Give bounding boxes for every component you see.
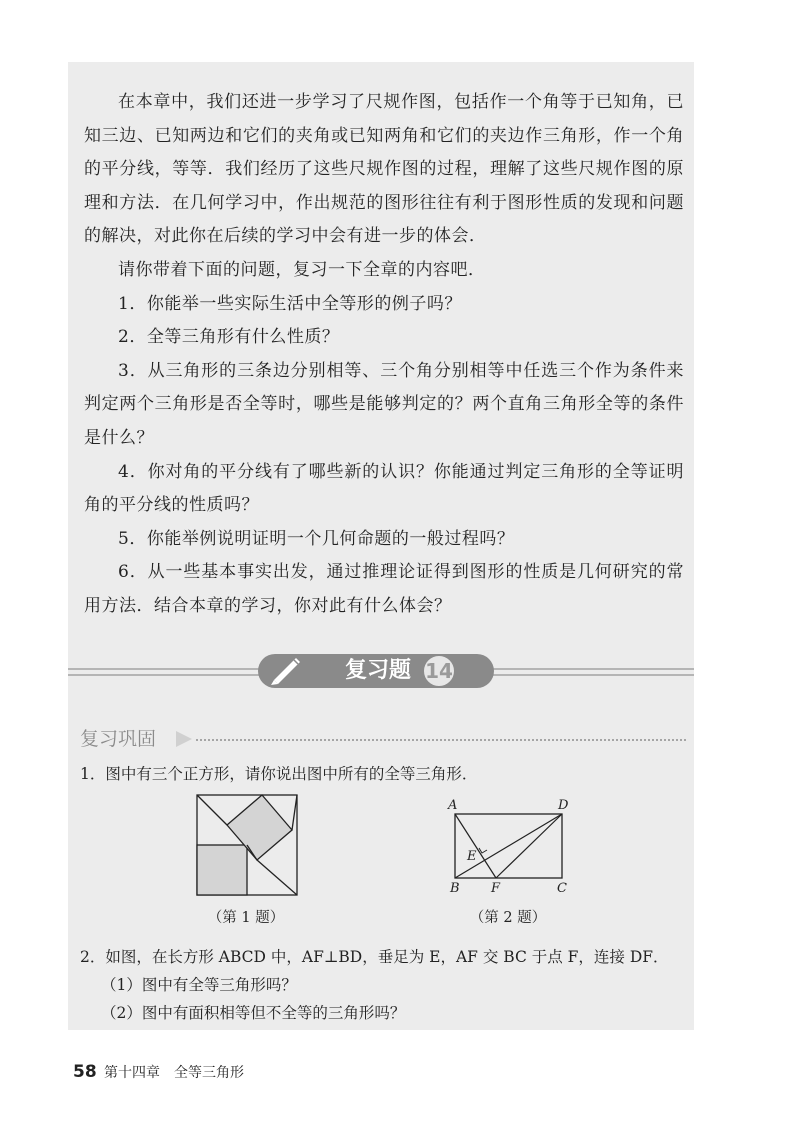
question-1: 1．图中有三个正方形，请你说出图中所有的全等三角形． bbox=[80, 765, 478, 783]
pencil-icon bbox=[268, 656, 304, 686]
section-dotted-rule bbox=[196, 739, 686, 741]
review-question: 3．从三角形的三条边分别相等、三个角分别相等中任选三个作为条件来判定两个三角形是否全等时，哪些是能够判定的？两个直角三角形全等的条件是什么？ bbox=[84, 360, 684, 448]
figure-rectangle-abcd bbox=[440, 796, 580, 900]
chapter-summary bbox=[84, 86, 684, 624]
review-question: 5．你能举例说明证明一个几何命题的一般过程吗？ bbox=[118, 528, 515, 549]
summary-paragraph: 在本章中，我们还进一步学习了尺规作图，包括作一个角等于已知角，已知三边、已知两边和它们的夹角或已知两角和它们的夹边作三角形，作一个角的平分线，等等．我们经历了这些尺规作图的过程，理解了这些尺规作图的原理和方法．在几何学习中，作出规范的图形往往有利于图形性质的发现和问题的解决，对此你在后续的学习中会有进一步的体会． bbox=[84, 92, 684, 247]
banner-number: 14 bbox=[422, 654, 456, 688]
review-question: 1．你能举一些实际生活中全等形的例子吗？ bbox=[118, 293, 462, 314]
review-question: 4．你对角的平分线有了哪些新的认识？你能通过判定三角形的全等证明角的平分线的性质吗？ bbox=[84, 461, 684, 516]
label-e: E bbox=[467, 849, 477, 864]
question-2-part-2: （2）图中有面积相等但不全等的三角形吗？ bbox=[101, 1004, 406, 1022]
banner-title: 复习题 bbox=[344, 658, 411, 683]
figure-three-squares bbox=[194, 792, 300, 898]
page-number: 58 bbox=[73, 1062, 97, 1082]
figure-2-caption: （第 2 题） bbox=[469, 910, 547, 926]
figure-1-caption: （第 1 题） bbox=[207, 910, 285, 926]
review-question: 6．从一些基本事实出发，通过推理论证得到图形的性质是几何研究的常用方法．结合本章的学习，你对此有什么体会？ bbox=[84, 562, 684, 616]
question-2: 2．如图，在长方形 ABCD 中，AF⊥BD，垂足为 E，AF 交 BC 于点 F，连接 DF． bbox=[80, 948, 669, 966]
label-f: F bbox=[491, 881, 501, 896]
triangle-arrow-icon bbox=[174, 730, 194, 748]
chapter-title: 第十四章 全等三角形 bbox=[104, 1065, 244, 1081]
label-d: D bbox=[558, 798, 569, 813]
label-b: B bbox=[450, 881, 460, 896]
label-a: A bbox=[448, 798, 458, 813]
question-2-part-1: （1）图中有全等三角形吗？ bbox=[101, 976, 297, 994]
section-title: 复习巩固 bbox=[80, 728, 157, 750]
summary-paragraph: 请你带着下面的问题，复习一下全章的内容吧． bbox=[118, 259, 486, 280]
label-c: C bbox=[557, 881, 567, 896]
review-question: 2．全等三角形有什么性质？ bbox=[118, 327, 340, 348]
